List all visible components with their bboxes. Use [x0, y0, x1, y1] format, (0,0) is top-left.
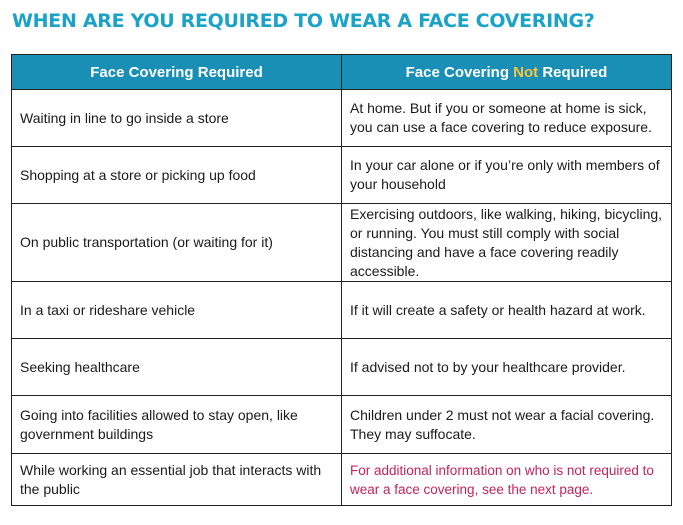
- required-cell: Waiting in line to go inside a store: [12, 90, 342, 147]
- not-required-cell: In your car alone or if you’re only with members of your household: [342, 147, 672, 204]
- table-row: [12, 147, 672, 204]
- header-not-required: [342, 55, 672, 90]
- header-not-prefix: Face Covering: [405, 63, 514, 81]
- table-row: [12, 454, 672, 506]
- not-required-cell: Exercising outdoors, like walking, hiking, bicycling, or running. You must still comply with social distancing and have a face covering readily accessible.: [342, 204, 672, 282]
- table-row: [12, 282, 672, 339]
- table-header-row: [12, 55, 672, 90]
- page-title: WHEN ARE YOU REQUIRED TO WEAR A FACE COVERING?: [12, 10, 595, 32]
- not-required-cell: Children under 2 must not wear a facial covering. They may suffocate.: [342, 396, 672, 454]
- table-row: [12, 204, 672, 282]
- not-required-cell: If advised not to by your healthcare provider.: [342, 339, 672, 396]
- not-required-cell: At home. But if you or someone at home is sick, you can use a face covering to reduce exposure.: [342, 90, 672, 147]
- required-cell: While working an essential job that interacts with the public: [12, 454, 342, 506]
- header-not-highlight: Not: [513, 63, 539, 81]
- table-row: [12, 90, 672, 147]
- required-cell: On public transportation (or waiting for it): [12, 204, 342, 282]
- header-required: Face Covering Required: [12, 55, 342, 90]
- table-row: [12, 396, 672, 454]
- required-cell: Shopping at a store or picking up food: [12, 147, 342, 204]
- header-not-suffix: Required: [538, 63, 608, 81]
- table-row: [12, 339, 672, 396]
- required-cell: In a taxi or rideshare vehicle: [12, 282, 342, 339]
- not-required-cell: If it will create a safety or health hazard at work.: [342, 282, 672, 339]
- face-covering-table: [11, 54, 672, 506]
- not-required-note-cell: For additional information on who is not required to wear a face covering, see the next page.: [342, 454, 672, 506]
- required-cell: Seeking healthcare: [12, 339, 342, 396]
- required-cell: Going into facilities allowed to stay open, like government buildings: [12, 396, 342, 454]
